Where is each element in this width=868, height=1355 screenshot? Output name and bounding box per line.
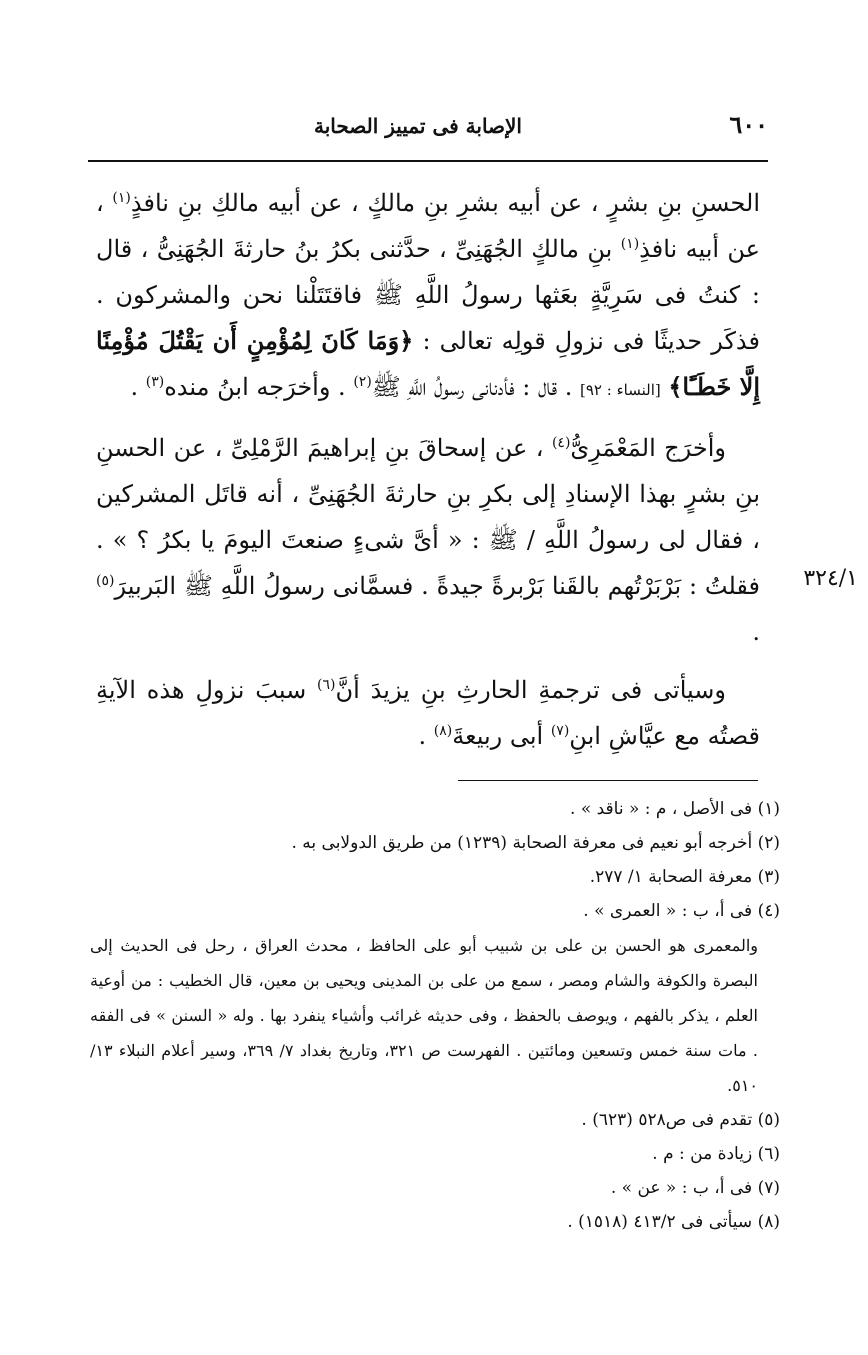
footnote-3: (٣) معرفة الصحابة ١/ ٢٧٧.: [589, 867, 780, 887]
text-segment: .: [752, 618, 760, 646]
footnote-2: (٢) أخرجه أبو نعيم فى معرفة الصحابة (١٢٣٩) من طريق الدولابى به .: [291, 833, 780, 853]
footnote-1: (١) فى الأصل ، م : « ناقد » .: [570, 799, 780, 819]
footnote-marker: (٣): [145, 374, 165, 390]
footnote-marker: (٥): [96, 573, 115, 589]
footnote-marker: (٨): [433, 723, 453, 739]
text-segment: بنِ مالكٍ الجُهَنِىِّ ، حدَّثنى بكرُ بنُ حارثةَ الجُهَنِىُّ ، قال : كنتُ فى سَرِيَّةٍ بعَثها رسولُ اللَّهِ ﷺ فاقتَتَلْنا نحن والمشركون . فذكَر حديثًا فى نزولِ قولِه تعالى :: [96, 235, 760, 355]
footnote-4-note: والمعمرى هو الحسن بن على بن شبيب أبو على الحافظ ، محدث العراق ، رحل فى الحديث إلى البصرة والكوفة والشام ومصر ، سمع من على بن المدينى ويحيى بن معين، قال الخطيب : من أوعية العلم ، يذكر بالفهم ، ويوصف بالحفظ ، وفى حديثه غرائب وأشياء ينفرد بها . وله « السنن » فى الفقه . مات سنة خمس وتسعين ومائتين . الفهرست ص ٣٢١، وتاريخ بغداد ٧/ ٣٦٩، وسير أعلام النبلاء ١٣/ ٥١٠.: [90, 936, 759, 1095]
header-rule: [88, 160, 768, 162]
text-segment: .: [418, 722, 427, 750]
text-segment: . قال : فأدنانى رسولُ اللَّهِ ﷺ: [371, 373, 573, 401]
footnote-7: (٧) فى أ، ب : « عن » .: [610, 1178, 780, 1198]
text-segment: .: [130, 373, 139, 401]
footnote-marker: (١): [112, 190, 131, 206]
quran-verse: ﴿وَمَا كَانَ لِمُؤْمِنٍ أَن يَقْتُلَ مُؤْمِنًا إِلَّا خَطَـًٔا﴾: [96, 326, 760, 401]
paragraph-3: [96, 667, 760, 759]
footnote-marker: (٢): [353, 374, 372, 390]
quran-citation: [النساء : ٩٢]: [580, 381, 661, 399]
footnote-marker: (٤): [551, 435, 571, 451]
text-segment: الحسنِ بنِ بشرٍ ، عن أبيه بشرِ بنِ مالكٍ ، عن أبيه مالكِ بنِ نافذٍ: [130, 189, 760, 217]
margin-volume-reference: ٣٢٤/١: [803, 566, 858, 591]
footnote-6: (٦) زيادة من : م .: [652, 1144, 780, 1164]
footnote-5: (٥) تقدم فى ص٥٢٨ (٦٢٣) .: [581, 1110, 780, 1130]
main-text: [96, 180, 760, 771]
page-number: ٦٠٠: [729, 110, 768, 139]
running-title: الإصابة فى تمييز الصحابة: [314, 114, 522, 138]
paragraph-2: [96, 425, 760, 655]
paragraph-1: [96, 180, 760, 413]
text-segment: أبى ربيعةَ: [452, 722, 544, 750]
footnote-marker: (١): [620, 236, 640, 252]
footnote-rule: [458, 780, 758, 781]
text-segment: ، عن إسحاقَ بنِ إبراهيمَ الرَّمْلِىِّ ، عن الحسنِ بنِ بشرٍ بهذا الإسنادِ إلى بكرِ بنِ حارثةَ الجُهَنِىِّ ، أنه قاتَل المشركين ، فقال لى رسولُ اللَّهِ / ﷺ : « أىَّ شىءٍ صنعتَ اليومَ يا بكرُ ؟ » . فقلتُ : بَرْبَرْتُهم بالقَنا بَرْبرةً جيدةً . فسمَّانى رسولُ اللَّهِ ﷺ البَربيرَ: [96, 434, 760, 600]
page-header: [88, 104, 768, 148]
text-segment: وسيأتى فى ترجمةِ الحارثِ بنِ يزيدَ أنَّ: [335, 676, 726, 704]
text-segment: . وأخرَجه ابنُ منده: [164, 373, 346, 401]
footnote-4: (٤) فى أ، ب : « العمرى » .: [583, 901, 780, 921]
footnote-8: (٨) سيأتى فى ٤١٣/٢ (١٥١٨) .: [567, 1212, 780, 1232]
footnote-marker: (٦): [317, 677, 336, 693]
footnote-marker: (٧): [550, 723, 570, 739]
text-segment: سببَ نزولِ هذه الآيةِ قصتُه مع عيَّاشِ ابنِ: [96, 676, 760, 750]
text-segment: وأخرَج المَعْمَرِىُّ: [570, 434, 726, 462]
footnotes: [90, 792, 780, 1239]
text-segment: ، عن أبيه نافذِ: [96, 189, 760, 263]
